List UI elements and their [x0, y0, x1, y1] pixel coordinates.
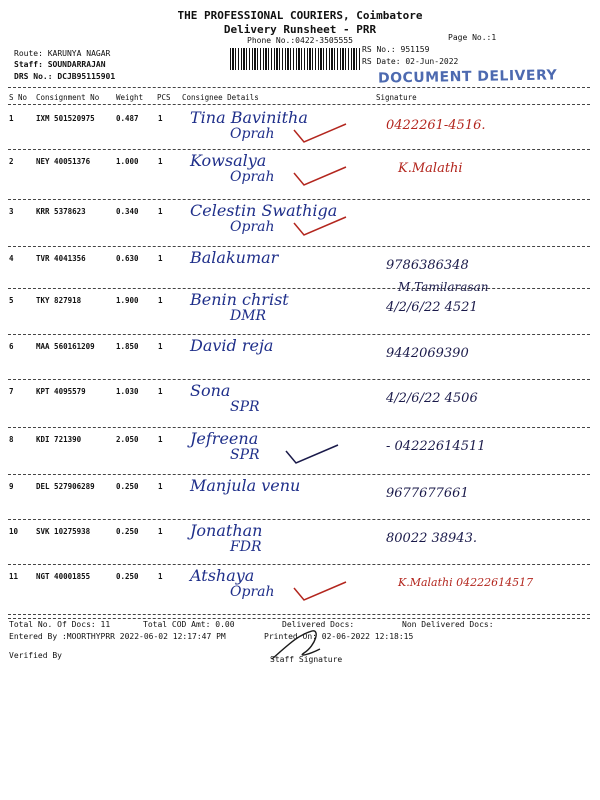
divider: [8, 87, 590, 88]
row-consignment-no: KDI 721390: [36, 435, 82, 444]
total-docs: Total No. Of Docs: 11: [9, 620, 111, 629]
row-sno: 2: [9, 157, 14, 166]
row-divider: [8, 334, 590, 335]
divider: [8, 104, 590, 105]
row-weight: 0.340: [116, 207, 139, 216]
row-sno: 6: [9, 342, 14, 351]
route-label: Route: KARUNYA NAGAR: [14, 49, 111, 58]
row-consignment-no: DEL 527906289: [36, 482, 95, 491]
row-divider: [8, 519, 590, 520]
rs-number: RS No.: 951159: [362, 45, 430, 54]
row-pcs: 1: [158, 342, 163, 351]
row-sno: 1: [9, 114, 14, 123]
row-sno: 5: [9, 296, 14, 305]
row-sno: 8: [9, 435, 14, 444]
row-consignee-area: Oprah: [230, 219, 275, 235]
row-signature: 9442069390: [386, 346, 469, 361]
row-pcs: 1: [158, 296, 163, 305]
row-consignee-area: FDR: [230, 539, 262, 555]
check-mark-icon: [290, 578, 350, 608]
col-details: Consignee Details: [182, 93, 259, 102]
barcode: [230, 48, 360, 70]
drs-number: DRS No.: DCJB95115901: [14, 72, 116, 81]
col-weight: Weight: [116, 93, 144, 102]
check-mark-icon: [290, 213, 350, 243]
row-weight: 1.850: [116, 342, 139, 351]
row-consignee-area: Oprah: [230, 126, 275, 142]
row-consignee-name: Kowsalya: [190, 151, 267, 170]
row-consignee-area: Oprah: [230, 584, 275, 600]
staff-label: Staff: SOUNDARRAJAN: [14, 60, 106, 69]
row-consignment-no: MAA 560161209: [36, 342, 95, 351]
row-signature: 9677677661: [386, 486, 469, 501]
row-pcs: 1: [158, 207, 163, 216]
row-divider: [8, 246, 590, 247]
row-weight: 1.030: [116, 387, 139, 396]
row-4-extra-signature: M.Tamilarasan: [398, 280, 489, 294]
row-weight: 1.000: [116, 157, 139, 166]
row-weight: 0.630: [116, 254, 139, 263]
row-consignee-area: SPR: [230, 447, 260, 463]
staff-signature-label: Staff Signature: [270, 655, 343, 664]
row-pcs: 1: [158, 482, 163, 491]
row-divider: [8, 199, 590, 200]
row-weight: 1.900: [116, 296, 139, 305]
rs-date: RS Date: 02-Jun-2022: [362, 57, 459, 66]
row-weight: 2.050: [116, 435, 139, 444]
row-consignee-name: David reja: [190, 336, 274, 355]
row-signature: K.Malathi: [398, 161, 463, 176]
check-mark-icon: [282, 441, 342, 471]
row-consignee-name: Tina Bavinitha: [190, 108, 308, 127]
row-signature: 4/2/6/22 4521: [386, 300, 478, 315]
row-signature: - 04222614511: [386, 439, 486, 454]
row-divider: [8, 288, 590, 289]
row-consignee-name: Balakumar: [190, 248, 279, 267]
non-delivered-docs: Non Delivered Docs:: [402, 620, 494, 629]
total-cod: Total COD Amt: 0.00: [143, 620, 235, 629]
company-name: THE PROFESSIONAL COURIERS, Coimbatore: [177, 9, 423, 22]
document-title: Delivery Runsheet - PRR: [223, 23, 377, 36]
row-sno: 9: [9, 482, 14, 491]
row-consignment-no: SVK 10275938: [36, 527, 91, 536]
row-sno: 4: [9, 254, 14, 263]
row-signature: 80022 38943.: [386, 531, 477, 546]
row-pcs: 1: [158, 157, 163, 166]
row-consignee-name: Benin christ: [190, 290, 289, 309]
row-divider: [8, 379, 590, 380]
row-weight: 0.250: [116, 482, 139, 491]
row-signature: 0422261-4516.: [386, 118, 486, 133]
row-signature: 4/2/6/22 4506: [386, 391, 478, 406]
row-pcs: 1: [158, 114, 163, 123]
phone-number: Phone No.:0422-3505555: [247, 36, 353, 45]
row-consignee-name: Jonathan: [190, 521, 263, 540]
row-divider: [8, 614, 590, 615]
row-sno: 10: [9, 527, 19, 536]
verified-by: Verified By: [9, 651, 62, 660]
document-delivery-stamp: DOCUMENT DELIVERY: [377, 67, 558, 87]
row-weight: 0.250: [116, 527, 139, 536]
row-consignment-no: IXM 501520975: [36, 114, 95, 123]
check-mark-icon: [290, 120, 350, 150]
row-weight: 0.487: [116, 114, 139, 123]
row-consignment-no: KRR 5378623: [36, 207, 86, 216]
row-pcs: 1: [158, 435, 163, 444]
row-signature: 9786386348: [386, 258, 469, 273]
row-consignee-name: Sona: [190, 381, 231, 400]
row-divider: [8, 427, 590, 428]
col-sno: S No: [9, 93, 28, 102]
row-consignee-area: SPR: [230, 399, 260, 415]
row-pcs: 1: [158, 254, 163, 263]
row-consignment-no: TKY 827918: [36, 296, 82, 305]
row-pcs: 1: [158, 527, 163, 536]
row-pcs: 1: [158, 387, 163, 396]
check-mark-icon: [290, 163, 350, 193]
row-consignment-no: NEY 40051376: [36, 157, 91, 166]
row-sno: 7: [9, 387, 14, 396]
row-consignee-name: Atshaya: [190, 566, 255, 585]
page-number: Page No.:1: [448, 33, 497, 42]
row-divider: [8, 564, 590, 565]
row-consignee-name: Manjula venu: [190, 476, 301, 495]
col-consignment: Consignment No: [36, 93, 100, 102]
col-pcs: PCS: [157, 93, 171, 102]
row-consignee-name: Jefreena: [190, 429, 259, 448]
delivered-docs: Delivered Docs:: [282, 620, 355, 629]
printed-on: Printed On: 02-06-2022 12:18:15: [264, 632, 414, 641]
row-weight: 0.250: [116, 572, 139, 581]
row-consignment-no: NGT 40001855: [36, 572, 91, 581]
divider: [8, 618, 590, 619]
row-sno: 3: [9, 207, 14, 216]
entered-by: Entered By :MOORTHYPRR 2022-06-02 12:17:47 PM: [9, 632, 226, 641]
row-consignee-area: DMR: [230, 308, 267, 324]
row-consignee-name: Celestin Swathiga: [190, 201, 338, 220]
row-divider: [8, 474, 590, 475]
row-pcs: 1: [158, 572, 163, 581]
col-signature: Signature: [376, 93, 417, 102]
staff-signature-scribble: [268, 625, 338, 665]
row-consignee-area: Oprah: [230, 169, 275, 185]
row-sno: 11: [9, 572, 19, 581]
row-consignment-no: TVR 4041356: [36, 254, 86, 263]
row-signature: K.Malathi 04222614517: [398, 576, 534, 589]
row-consignment-no: KPT 4095579: [36, 387, 86, 396]
